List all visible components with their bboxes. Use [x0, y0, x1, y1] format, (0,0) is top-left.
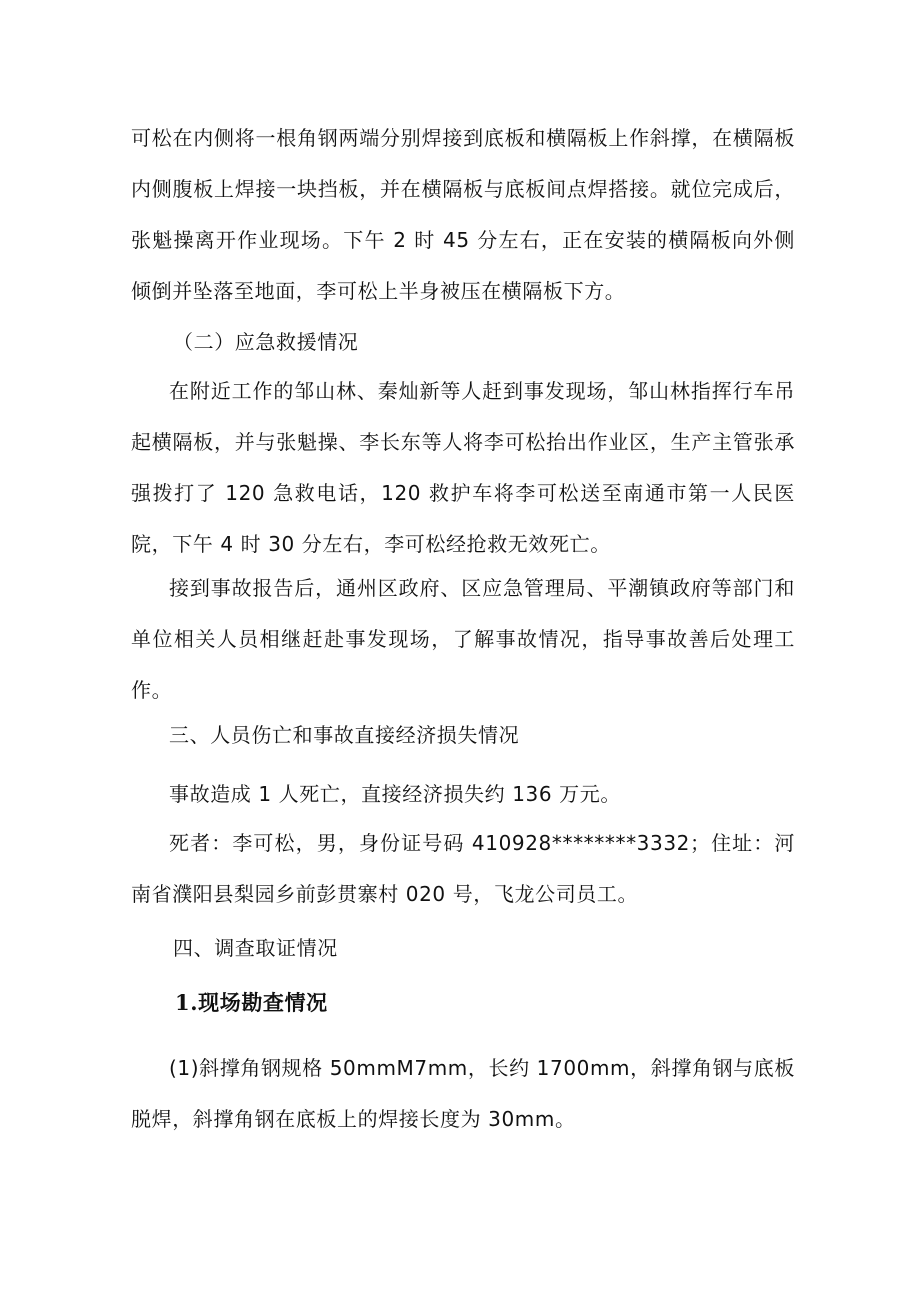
heading-investigation: 四、调查取证情况: [173, 936, 338, 960]
heading-site-survey-text: 现场勘查情况: [198, 991, 328, 1015]
paragraph-emergency-rescue: 在附近工作的邹山林、秦灿新等人赶到事发现场，邹山林指挥行车吊起横隔板，并与张魁操、李长东等人将李可松抬出作业区，生产主管张承强拨打了 120 急救电话，120 救护车将李可松送至南通市第一人民医院，下午 4 时 30 分左右，李可松经抢救无效死亡。: [131, 379, 795, 556]
heading-casualties-losses: 三、人员伤亡和事故直接经济损失情况: [169, 723, 520, 747]
paragraph-victim-info: 死者：李可松，男，身份证号码 410928********3332；住址：河南省濮阳县梨园乡前彭贯寨村 020 号，飞龙公司员工。: [131, 831, 795, 906]
heading-site-survey-number: 1.: [175, 990, 199, 1015]
heading-emergency-rescue: （二）应急救援情况: [173, 330, 359, 354]
paragraph-accident-report: 接到事故报告后，通州区政府、区应急管理局、平潮镇政府等部门和单位相关人员相继赶赴事发现场，了解事故情况，指导事故善后处理工作。: [131, 576, 795, 702]
paragraph-losses: 事故造成 1 人死亡，直接经济损失约 136 万元。: [169, 782, 621, 806]
paragraph-accident-process: 可松在内侧将一根角钢两端分别焊接到底板和横隔板上作斜撑，在横隔板内侧腹板上焊接一块挡板，并在横隔板与底板间点焊搭接。就位完成后，张魁操离开作业现场。下午 2 时 45 分左右，正在安装的横隔板向外侧倾倒并坠落至地面，李可松上半身被压在横隔板下方。: [131, 126, 795, 303]
heading-site-survey: [175, 988, 328, 1018]
paragraph-site-survey-item-1: (1)斜撑角钢规格 50mmM7mm，长约 1700mm，斜撑角钢与底板脱焊，斜撑角钢在底板上的焊接长度为 30mm。: [131, 1056, 795, 1131]
